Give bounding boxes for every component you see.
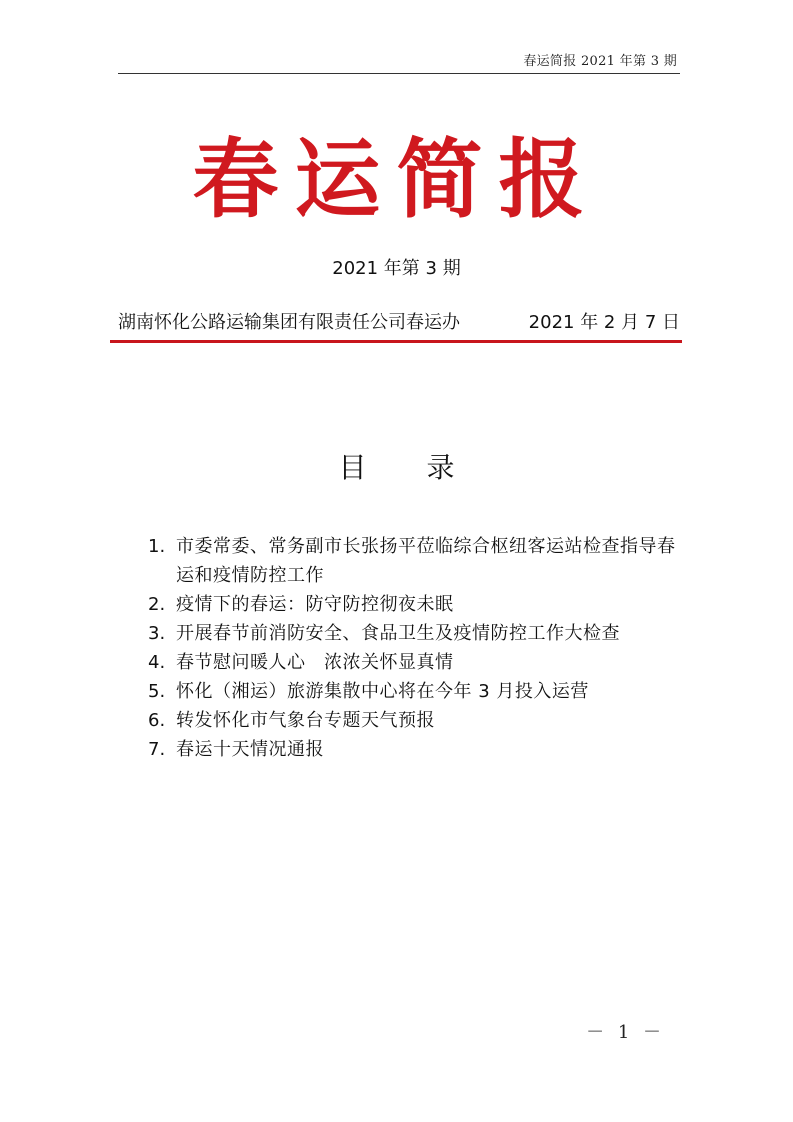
toc-item[interactable] xyxy=(148,590,688,619)
toc-item[interactable] xyxy=(148,677,688,706)
toc-title-char-2: 录 xyxy=(426,451,455,484)
toc-item-text: 春运十天情况通报 xyxy=(176,739,324,760)
toc-list xyxy=(148,532,688,764)
toc-item-text: 开展春节前消防安全、食品卫生及疫情防控工作大检查 xyxy=(176,623,620,644)
page-number: － 1 － xyxy=(586,1022,665,1043)
toc-item-text: 市委常委、常务副市长张扬平莅临综合枢纽客运站检查指导春运和疫情防控工作 xyxy=(176,536,676,586)
header-rule xyxy=(118,73,680,74)
toc-item[interactable] xyxy=(148,532,688,590)
toc-item-number: 1. xyxy=(148,536,166,557)
toc-item-number: 4. xyxy=(148,652,166,673)
toc-item-text: 转发怀化市气象台专题天气预报 xyxy=(176,710,435,731)
toc-item[interactable] xyxy=(148,648,688,677)
issue-number: 2021 年第 3 期 xyxy=(332,258,461,279)
toc-item-number: 7. xyxy=(148,739,166,760)
toc-item[interactable] xyxy=(148,706,688,735)
toc-item-text: 春节慰问暖人心 浓浓关怀显真情 xyxy=(176,652,454,673)
publisher-line xyxy=(118,308,680,334)
toc-item[interactable] xyxy=(148,619,688,648)
running-header: 春运简报 2021 年第 3 期 xyxy=(523,54,677,69)
toc-item-number: 5. xyxy=(148,681,166,702)
red-divider xyxy=(110,340,682,343)
publish-date: 2021 年 2 月 7 日 xyxy=(528,312,680,333)
toc-title xyxy=(0,446,793,486)
toc-title-char-1: 目 xyxy=(338,451,367,484)
toc-item-number: 2. xyxy=(148,594,166,615)
toc-item-text: 疫情下的春运：防守防控彻夜未眠 xyxy=(176,594,454,615)
toc-item[interactable] xyxy=(148,735,688,764)
toc-item-number: 6. xyxy=(148,710,166,731)
publisher-name: 湖南怀化公路运输集团有限责任公司春运办 xyxy=(118,312,460,333)
toc-item-text: 怀化（湘运）旅游集散中心将在今年 3 月投入运营 xyxy=(176,681,589,702)
masthead-title: 春运简报 xyxy=(192,129,601,230)
toc-item-number: 3. xyxy=(148,623,166,644)
